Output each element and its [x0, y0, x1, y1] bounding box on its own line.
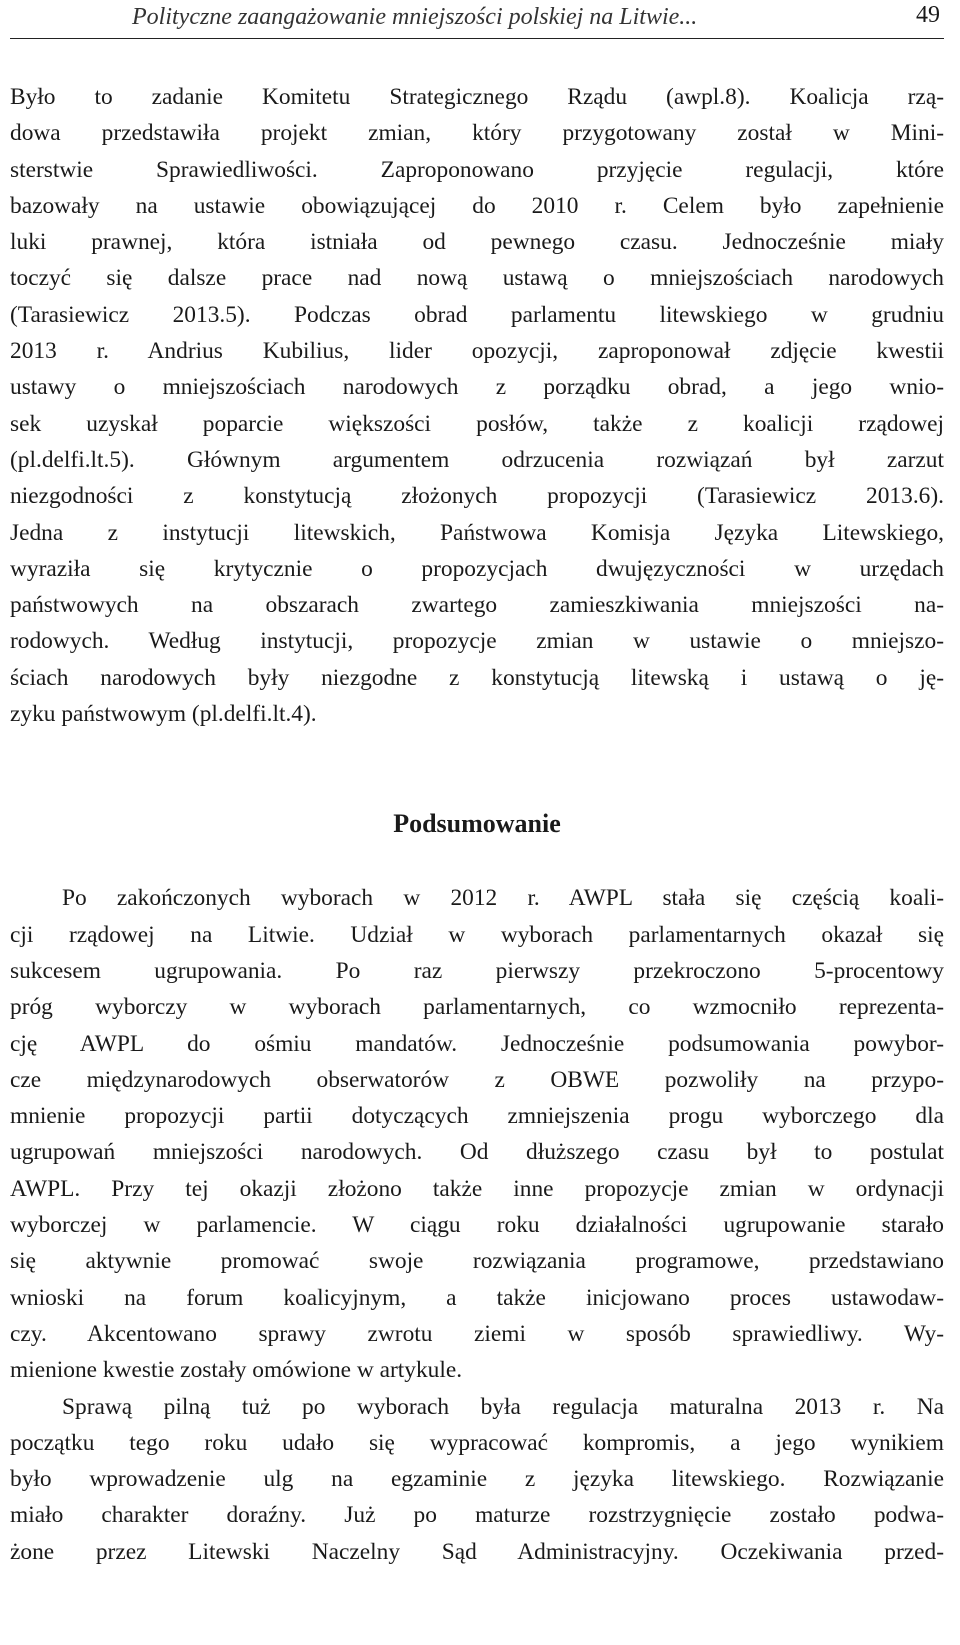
text-line: sukcesem ugrupowania. Po raz pierwszy przekroczono 5-procentowy [10, 957, 944, 984]
text-line: zyku państwowym (pl.delfi.lt.4). [10, 701, 317, 728]
text-line: (Tarasiewicz 2013.5). Podczas obrad parlamentu litewskiego w grudniu [10, 301, 944, 328]
text-line: się aktywnie promować swoje rozwiązania programowe, przedstawiano [10, 1248, 944, 1275]
text-line: czy. Akcentowano sprawy zwrotu ziemi w sposób sprawiedliwy. Wy- [10, 1320, 944, 1347]
text-line: bazowały na ustawie obowiązującej do 2010 r. Celem było zapełnienie [10, 192, 944, 219]
text-line: było wprowadzenie ulg na egzaminie z języka litewskiego. Rozwiązanie [10, 1466, 944, 1493]
text-line: toczyć się dalsze prace nad nową ustawą o mniejszościach narodowych [10, 265, 944, 292]
text-line: żone przez Litewski Naczelny Sąd Administracyjny. Oczekiwania przed- [10, 1538, 944, 1565]
text-line: państwowych na obszarach zwartego zamieszkiwania mniejszości na- [10, 592, 944, 619]
text-line: wnioski na forum koalicyjnym, a także inicjowano proces ustawodaw- [10, 1284, 944, 1311]
text-line: 2013 r. Andrius Kubilius, lider opozycji, zaproponował zdjęcie kwestii [10, 338, 944, 365]
text-line: ściach narodowych były niezgodne z konstytucją litewską i ustawą o ję- [10, 664, 944, 691]
paragraph-3 [10, 1389, 944, 1570]
paragraph-1 [10, 79, 944, 732]
text-line: Sprawą pilną tuż po wyborach była regulacja maturalna 2013 r. Na [62, 1393, 944, 1420]
running-head [10, 0, 944, 39]
paragraph-2 [10, 880, 944, 1388]
running-title: Polityczne zaangażowanie mniejszości polskiej na Litwie... [132, 4, 698, 30]
text-line: Po zakończonych wyborach w 2012 r. AWPL stała się częścią koali- [62, 885, 944, 912]
text-line: niezgodności z konstytucją złożonych propozycji (Tarasiewicz 2013.6). [10, 483, 944, 510]
text-line: mienione kwestie zostały omówione w artykule. [10, 1357, 463, 1384]
text-line: początku tego roku udało się wypracować kompromis, a jego wynikiem [10, 1429, 944, 1456]
text-line: Jedna z instytucji litewskich, Państwowa Komisja Języka Litewskiego, [10, 519, 944, 546]
text-line: próg wyborczy w wyborach parlamentarnych, co wzmocniło reprezenta- [10, 994, 944, 1021]
text-line: sterstwie Sprawiedliwości. Zaproponowano przyjęcie regulacji, które [10, 156, 944, 183]
text-line: cję AWPL do ośmiu mandatów. Jednocześnie podsumowania powybor- [10, 1030, 944, 1057]
text-line: cji rządowej na Litwie. Udział w wyborach parlamentarnych okazał się [10, 921, 944, 948]
text-line: luki prawnej, która istniała od pewnego czasu. Jednocześnie miały [10, 229, 944, 256]
text-line: dowa przedstawiła projekt zmian, który przygotowany został w Mini- [10, 120, 944, 147]
text-line: (pl.delfi.lt.5). Głównym argumentem odrzucenia rozwiązań był zarzut [10, 446, 944, 473]
text-line: ustawy o mniejszościach narodowych z porządku obrad, a jego wnio- [10, 374, 944, 401]
text-line: miało charakter doraźny. Już po maturze rozstrzygnięcie zostało podwa- [10, 1502, 944, 1529]
page-number: 49 [916, 2, 940, 28]
text-line: sek uzyskał poparcie większości posłów, także z koalicji rządowej [10, 410, 944, 437]
text-line: wyraziła się krytycznie o propozycjach dwujęzyczności w urzędach [10, 555, 944, 582]
text-line: AWPL. Przy tej okazji złożono także inne propozycje zmian w ordynacji [10, 1175, 944, 1202]
text-line: wyborczej w parlamencie. W ciągu roku działalności ugrupowanie starało [10, 1212, 944, 1239]
text-line: rodowych. Według instytucji, propozycje zmian w ustawie o mniejszo- [10, 628, 944, 655]
text-line: mnienie propozycji partii dotyczących zmniejszenia progu wyborczego dla [10, 1103, 944, 1130]
text-line: cze międzynarodowych obserwatorów z OBWE pozwoliły na przypo- [10, 1066, 944, 1093]
text-line: ugrupowań mniejszości narodowych. Od dłuższego czasu był to postulat [10, 1139, 944, 1166]
section-heading: Podsumowanie [393, 809, 561, 839]
text-line: Było to zadanie Komitetu Strategicznego Rządu (awpl.8). Koalicja rzą- [10, 84, 944, 110]
